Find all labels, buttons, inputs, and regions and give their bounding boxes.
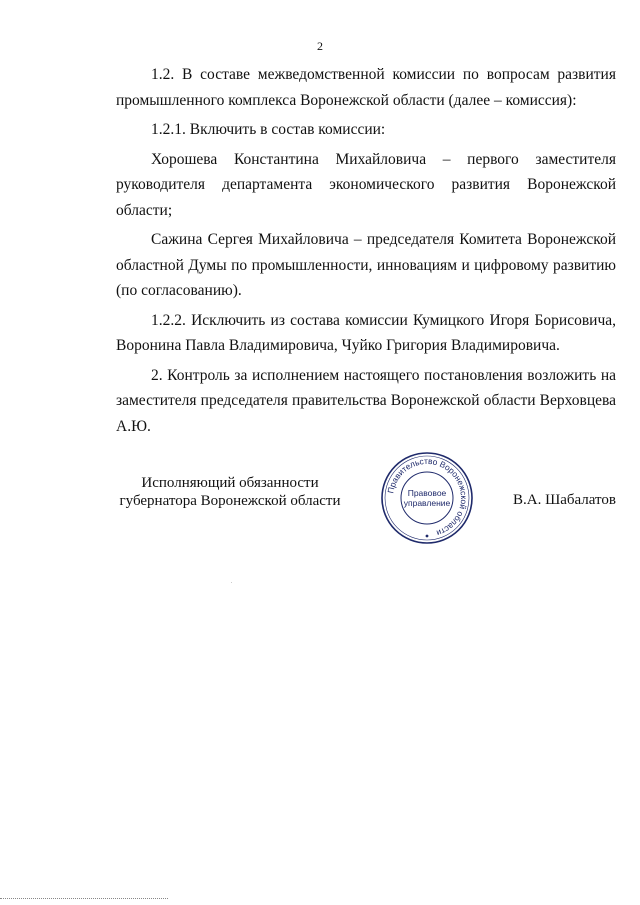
signature-block	[116, 455, 616, 539]
signatory-position-line2: губернатора Воронежской области	[119, 493, 341, 509]
page-number: 2	[317, 39, 323, 53]
paragraph-1-2-1: 1.2.1. Включить в состав комиссии:	[151, 121, 386, 138]
seal-star-dot	[426, 535, 429, 538]
signatory-position-line1: Исполняющий обязанности	[141, 475, 319, 491]
scan-artifact-dot	[231, 582, 232, 583]
seal-center-line2: управление	[403, 498, 451, 508]
signatory-position	[116, 474, 344, 510]
signatory-name: В.А. Шабалатов	[513, 492, 616, 508]
paragraph-2: 2. Контроль за исполнением настоящего постановления возложить на заместителя председателя правительства Воронежской области Верховцева А.Ю.	[116, 366, 616, 435]
paragraph-khoroshev: Хорошева Константина Михайловича – первого заместителя руководителя департамента экономического развития Воронежской области;	[116, 150, 616, 219]
paragraph-sazhin: Сажина Сергея Михайловича – председателя Комитета Воронежской областной Думы по промышленности, инновациям и цифровому развитию (по согласованию).	[116, 231, 616, 299]
seal-center-line1: Правовое	[407, 488, 447, 498]
paragraph-1-2-2: 1.2.2. Исключить из состава комиссии Кумицкого Игоря Борисовича, Воронина Павла Владимировича, Чуйко Григория Владимировича.	[116, 311, 616, 354]
official-seal-stamp	[379, 450, 475, 546]
footer-dotted-line	[0, 898, 168, 899]
seal-ring-text: Правительство Воронежской области	[385, 455, 470, 539]
document-body	[116, 62, 616, 439]
paragraph-1-2: 1.2. В составе межведомственной комиссии по вопросам развития промышленного комплекса Воронежской области (далее – комиссия):	[116, 66, 616, 109]
